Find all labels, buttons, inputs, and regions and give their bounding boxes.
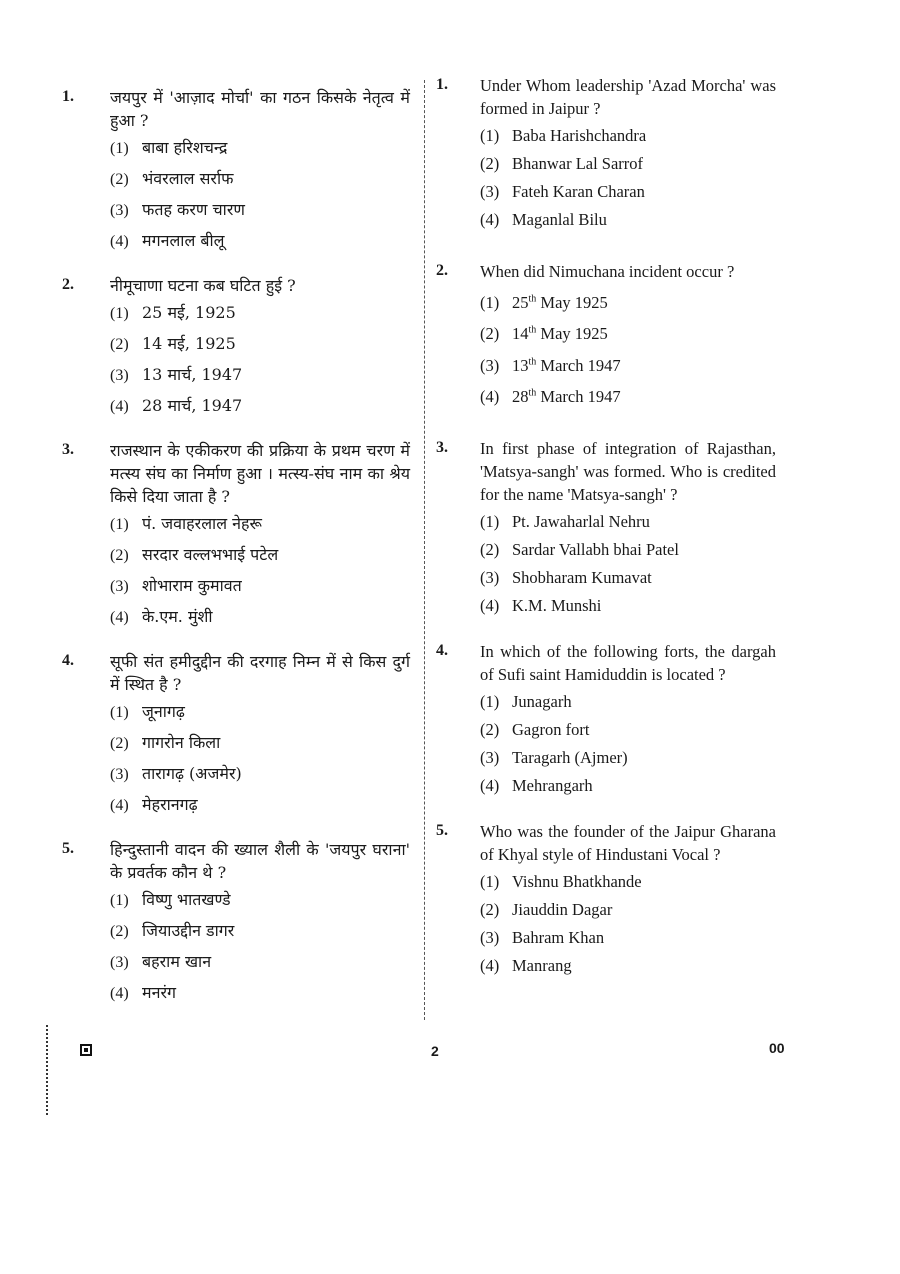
option xyxy=(110,200,410,221)
option-text: Junagarh xyxy=(512,692,572,711)
question-text: जयपुर में 'आज़ाद मोर्चा' का गठन किसके नेतृत्व में हुआ ? xyxy=(110,88,410,130)
option xyxy=(480,126,776,146)
option-text: 13 मार्च, 1947 xyxy=(142,365,243,384)
option xyxy=(480,692,776,712)
option-number: (2) xyxy=(480,540,500,559)
options-list xyxy=(480,692,776,796)
option-number: (3) xyxy=(110,367,129,384)
option xyxy=(110,890,410,911)
option-text: भंवरलाल सर्राफ xyxy=(142,169,234,188)
option-text: Taragarh (Ajmer) xyxy=(512,748,628,767)
option-text: गागरोन किला xyxy=(142,733,221,752)
option xyxy=(480,182,776,202)
question-text: Who was the founder of the Jaipur Gharana of Khyal style of Hindustani Vocal ? xyxy=(480,822,776,864)
option xyxy=(110,138,410,159)
option-number: (1) xyxy=(480,872,500,891)
option-text: 25 मई, 1925 xyxy=(142,303,236,322)
option-text: पं. जवाहरलाल नेहरू xyxy=(142,514,262,533)
question-text: When did Nimuchana incident occur ? xyxy=(480,262,735,281)
option-text: K.M. Munshi xyxy=(512,596,602,615)
option-text: 13th March 1947 xyxy=(512,355,621,375)
option xyxy=(480,956,776,976)
option-number: (1) xyxy=(110,140,129,157)
option-number: (3) xyxy=(480,182,500,201)
option xyxy=(110,702,410,723)
option-number: (3) xyxy=(480,355,500,375)
question-number: 5. xyxy=(436,822,448,839)
option-number: (2) xyxy=(480,900,500,919)
option-text: Jiauddin Dagar xyxy=(512,900,613,919)
option-text: Pt. Jawaharlal Nehru xyxy=(512,512,650,531)
options-list xyxy=(110,514,410,628)
question-h4 xyxy=(62,650,410,816)
question-text: राजस्थान के एकीकरण की प्रक्रिया के प्रथम चरण में मत्स्य संघ का निर्माण हुआ । मत्स्य-संघ नाम का श्रेय किसे दिया जाता है ? xyxy=(110,441,410,506)
option-text: 25th May 1925 xyxy=(512,292,608,312)
question-e5 xyxy=(436,820,776,976)
options-list xyxy=(110,890,410,1004)
option-number: (2) xyxy=(110,923,129,940)
option-number: (2) xyxy=(110,171,129,188)
option xyxy=(480,900,776,920)
option-number: (2) xyxy=(480,324,500,343)
option-number: (3) xyxy=(110,766,129,783)
option xyxy=(480,596,776,616)
option-text: Gagron fort xyxy=(512,720,590,739)
option-text: मनरंग xyxy=(142,983,177,1002)
options-list xyxy=(110,702,410,816)
option xyxy=(110,514,410,535)
option xyxy=(480,776,776,796)
option-number: (2) xyxy=(110,336,129,353)
option-text: Sardar Vallabh bhai Patel xyxy=(512,540,679,559)
option xyxy=(110,795,410,816)
question-h2 xyxy=(62,274,410,417)
question-h1 xyxy=(62,86,410,252)
option-number: (1) xyxy=(480,512,500,531)
question-h5 xyxy=(62,838,410,1004)
option-text: Mehrangarh xyxy=(512,776,593,795)
option xyxy=(110,334,410,355)
option xyxy=(480,352,776,376)
option-number: (1) xyxy=(110,305,129,322)
question-number: 2. xyxy=(436,262,448,279)
option-text: के.एम. मुंशी xyxy=(142,607,213,626)
option-number: (4) xyxy=(480,387,500,406)
edge-marks xyxy=(46,1025,52,1115)
option xyxy=(110,303,410,324)
booklet-code: 00 xyxy=(769,1040,785,1056)
option-text: विष्णु भातखण्डे xyxy=(142,890,231,909)
option-number: (4) xyxy=(110,609,129,626)
question-e2 xyxy=(436,260,776,407)
option-number: (2) xyxy=(110,735,129,752)
option xyxy=(110,231,410,252)
question-text: Under Whom leadership 'Azad Morcha' was formed in Jaipur ? xyxy=(480,76,776,118)
option-text: Bhanwar Lal Sarrof xyxy=(512,154,644,173)
option-text: 14th May 1925 xyxy=(512,324,608,343)
question-number: 3. xyxy=(436,439,448,456)
options-list xyxy=(480,289,776,407)
page-number: 2 xyxy=(431,1043,439,1059)
options-list xyxy=(480,872,776,976)
option-text: मगनलाल बीलू xyxy=(142,231,225,250)
question-number: 4. xyxy=(436,642,448,659)
option-number: (1) xyxy=(480,692,500,711)
option-number: (4) xyxy=(480,596,500,615)
option-text: Fateh Karan Charan xyxy=(512,182,645,201)
option-text: जूनागढ़ xyxy=(142,702,185,721)
option xyxy=(110,396,410,417)
option xyxy=(480,321,776,345)
option xyxy=(110,952,410,973)
question-text: In which of the following forts, the dargah of Sufi saint Hamiduddin is located ? xyxy=(480,642,776,684)
option xyxy=(480,748,776,768)
option-text: बहराम खान xyxy=(142,952,212,971)
option-number: (1) xyxy=(110,704,129,721)
question-text: सूफी संत हमीदुद्दीन की दरगाह निम्न में से किस दुर्ग में स्थित है ? xyxy=(110,652,410,694)
option xyxy=(480,720,776,740)
option-text: बाबा हरिशचन्द्र xyxy=(142,138,228,157)
option-number: (3) xyxy=(480,568,500,587)
question-number: 2. xyxy=(62,276,74,293)
option xyxy=(480,210,776,230)
option xyxy=(110,576,410,597)
question-e3 xyxy=(436,437,776,616)
option xyxy=(480,154,776,174)
option-number: (3) xyxy=(110,202,129,219)
option-number: (4) xyxy=(480,956,500,975)
option xyxy=(480,872,776,892)
question-h3 xyxy=(62,439,410,628)
options-list xyxy=(480,512,776,616)
option-number: (4) xyxy=(110,797,129,814)
question-number: 4. xyxy=(62,652,74,669)
option-number: (4) xyxy=(110,233,129,250)
option-number: (3) xyxy=(110,578,129,595)
option-number: (4) xyxy=(110,985,129,1002)
option-text: तारागढ़ (अजमेर) xyxy=(142,764,242,783)
option-text: 14 मई, 1925 xyxy=(142,334,236,353)
option-text: जियाउद्दीन डागर xyxy=(142,921,235,940)
option-number: (3) xyxy=(110,954,129,971)
option xyxy=(110,733,410,754)
option xyxy=(480,289,776,313)
options-list xyxy=(110,138,410,252)
option-number: (1) xyxy=(480,126,500,145)
square-marker-icon xyxy=(80,1044,92,1056)
option-number: (3) xyxy=(480,928,500,947)
option-number: (2) xyxy=(480,154,500,173)
question-e4 xyxy=(436,640,776,796)
option-number: (2) xyxy=(480,720,500,739)
option xyxy=(110,365,410,386)
option xyxy=(480,384,776,408)
options-list xyxy=(110,303,410,417)
english-column xyxy=(436,74,776,998)
option xyxy=(110,921,410,942)
option xyxy=(110,607,410,628)
option xyxy=(480,512,776,532)
option-text: Maganlal Bilu xyxy=(512,210,607,229)
option-number: (1) xyxy=(110,516,129,533)
option-number: (2) xyxy=(110,547,129,564)
option xyxy=(480,568,776,588)
option-text: 28 मार्च, 1947 xyxy=(142,396,243,415)
question-text: हिन्दुस्तानी वादन की ख्याल शैली के 'जयपुर घराना' के प्रवर्तक कौन थे ? xyxy=(110,840,410,882)
option-text: Manrang xyxy=(512,956,572,975)
option-number: (3) xyxy=(480,748,500,767)
question-number: 3. xyxy=(62,441,74,458)
options-list xyxy=(480,126,776,230)
option-text: शोभाराम कुमावत xyxy=(142,576,242,595)
question-text: नीमूचाणा घटना कब घटित हुई ? xyxy=(110,276,296,295)
option-text: Vishnu Bhatkhande xyxy=(512,872,642,891)
option-text: Bahram Khan xyxy=(512,928,605,947)
option xyxy=(480,928,776,948)
option xyxy=(110,545,410,566)
option-number: (4) xyxy=(480,776,500,795)
option-text: Shobharam Kumavat xyxy=(512,568,652,587)
option xyxy=(110,764,410,785)
question-text: In first phase of integration of Rajasthan, 'Matsya-sangh' was formed. Who is credited for the name 'Matsya-sangh' ? xyxy=(480,439,776,504)
option-number: (1) xyxy=(480,292,500,312)
question-number: 1. xyxy=(436,76,448,93)
question-e1 xyxy=(436,74,776,230)
option-text: Baba Harishchandra xyxy=(512,126,647,145)
column-divider xyxy=(424,80,425,1020)
option-text: 28th March 1947 xyxy=(512,387,621,406)
question-number: 1. xyxy=(62,88,74,105)
option-number: (4) xyxy=(110,398,129,415)
question-number: 5. xyxy=(62,840,74,857)
hindi-column xyxy=(62,86,410,1026)
option-text: फतह करण चारण xyxy=(142,200,245,219)
option-text: सरदार वल्लभभाई पटेल xyxy=(142,545,279,564)
option-number: (4) xyxy=(480,210,500,229)
option xyxy=(110,983,410,1004)
option xyxy=(480,540,776,560)
option-text: मेहरानगढ़ xyxy=(142,795,198,814)
option-number: (1) xyxy=(110,892,129,909)
option xyxy=(110,169,410,190)
